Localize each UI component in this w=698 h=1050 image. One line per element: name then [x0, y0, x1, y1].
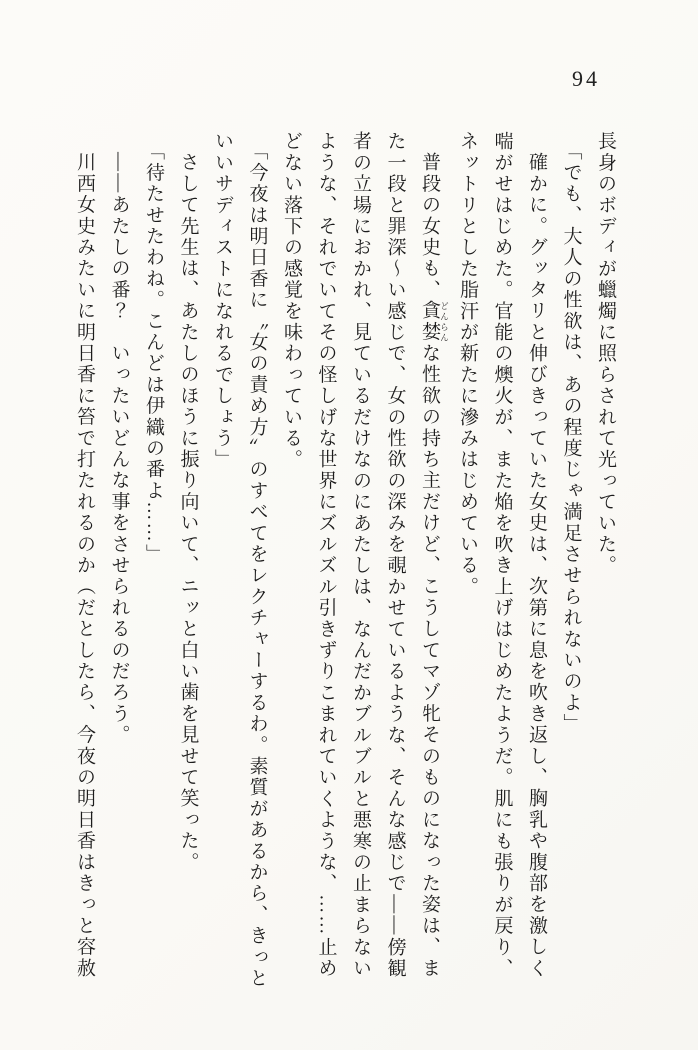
text-column: ような、それでいてその怪しげな世界にズルズル引きずりこまれていくような、……止め: [315, 131, 337, 979]
text-column: 川西女史みたいに明日香に笞で打たれるのか（だとしたら、今夜の明日香はきっと容赦: [74, 152, 95, 979]
text-column: 「でも、大人の性欲は、あの程度じゃ満足させられないのよ」: [560, 141, 582, 735]
ruby-base: 貪婪: [419, 300, 440, 343]
ruby-furigana: どんらん: [439, 300, 450, 343]
text-column: 者の立場におかれ、見ているだけなのにあたしは、なんだかブルブルと悪寒の止まらない: [350, 131, 371, 979]
text-column-with-ruby: [412, 131, 450, 991]
text-column: ——あたしの番？ いったいどんな事をさせられるのだろう。: [108, 152, 130, 746]
text-segment: な性欲の持ち主だけど、こうしてマゾ牝そのものになった姿は、ま: [419, 342, 440, 979]
vertical-text-block: [70, 131, 622, 991]
text-column: 「待たせたわね。こんどは伊織の番よ……」: [143, 141, 164, 565]
text-column: 確かに。グッタリと伸びきっていた女史は、次第に息を吹き返し、胸乳や腹部を激しく: [526, 152, 547, 979]
text-column: いいサディストになれるでしょう」: [212, 131, 233, 471]
text-column: 「今夜は明日香に〝女の責め方〟のすべてをレクチャーするわ。素質があるから、きっと: [246, 141, 268, 989]
text-segment: 普段の女史も、: [419, 152, 440, 301]
text-column: さして先生は、あたしのほうに振り向いて、ニッと白い歯を見せて笑った。: [177, 152, 199, 873]
text-column: ネットリとした脂汗が新たに滲みはじめている。: [457, 131, 478, 598]
text-column: どない落下の感覚を味わっている。: [281, 131, 302, 471]
ruby-annotation: [419, 300, 450, 343]
text-column: 喘がせはじめた。官能の燠火が、また焔を吹き上げはじめたようだ。肌にも張りが戻り、: [491, 131, 513, 979]
text-column: た一段と罪深〜い感じで、女の性欲の深みを覗かせているような、そんな感じで——傍観: [384, 131, 406, 979]
page-number: 94: [572, 66, 600, 91]
text-column: 長身のボディが蠟燭に照らされて光っていた。: [595, 131, 616, 577]
